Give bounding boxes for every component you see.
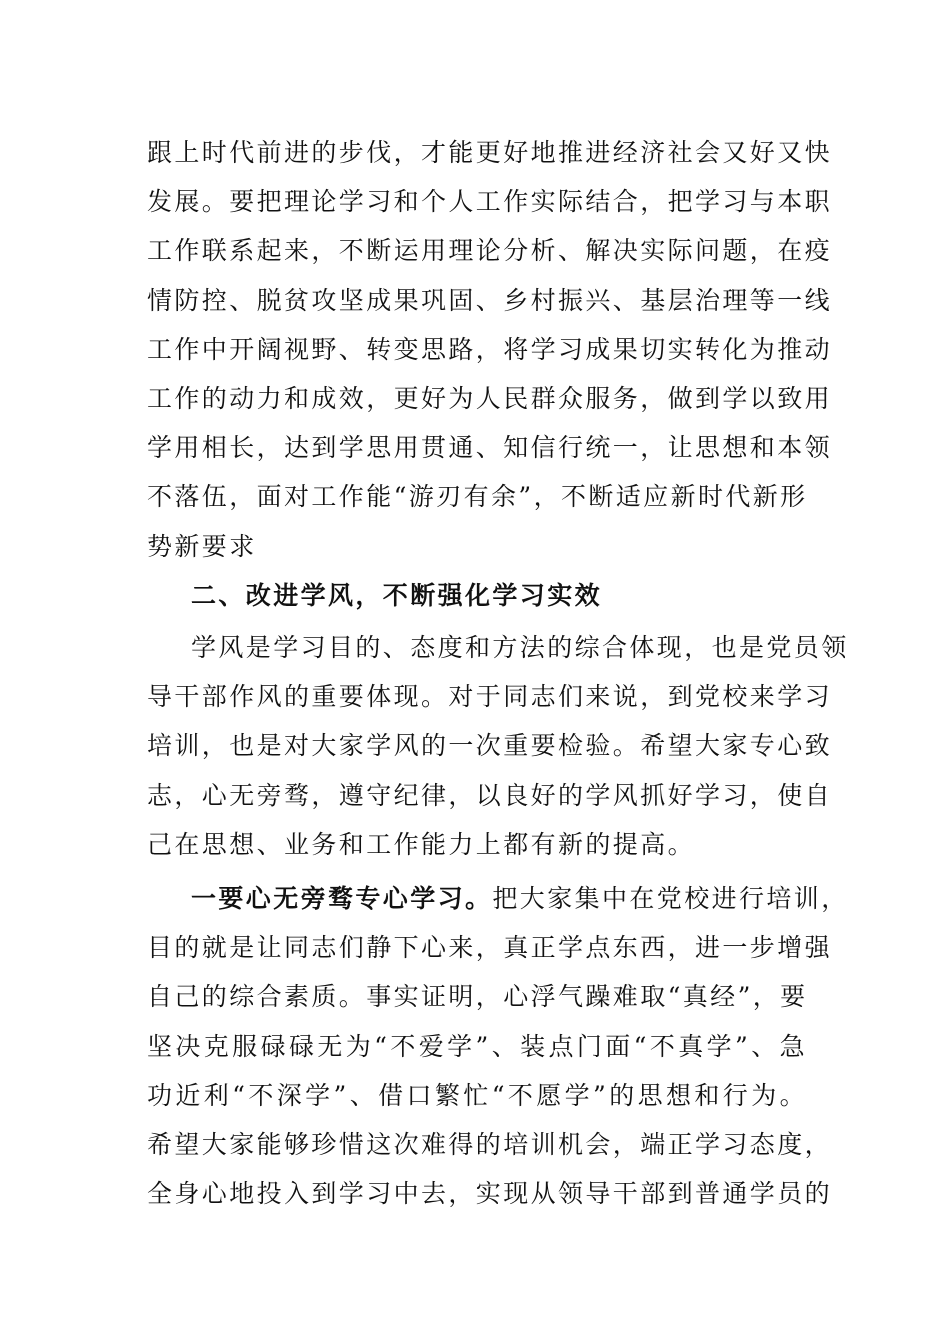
- paragraph-study-style: [147, 623, 849, 869]
- text-line: 目的就是让同志们静下心来，真正学点东西，进一步增强: [147, 933, 833, 963]
- text-line: 工作的动力和成效，更好为人民群众服务，做到学以致用: [147, 383, 833, 413]
- text-line: 坚决克服碌碌无为“不爱学”、装点门面“不真学”、急: [147, 1031, 807, 1061]
- text-line: 情防控、脱贫攻坚成果巩固、乡村振兴、基层治理等一线: [147, 285, 833, 315]
- text-line: 志，心无旁骛，遵守纪律，以良好的学风抓好学习，使自: [147, 780, 833, 810]
- text-line: 自己的综合素质。事实证明，心浮气躁难取“真经”，要: [147, 982, 808, 1012]
- text-line: 导干部作风的重要体现。对于同志们来说，到党校来学习: [147, 682, 833, 712]
- text-line: 希望大家能够珍惜这次难得的培训机会，端正学习态度，: [147, 1129, 833, 1159]
- section-heading: 二、改进学风，不断强化学习实效: [191, 581, 603, 610]
- text-line: 发展。要把理论学习和个人工作实际结合，把学习与本职: [147, 187, 833, 217]
- section-heading-block: [147, 571, 807, 620]
- text-line: 功近利“不深学”、借口繁忙“不愿学”的思想和行为。: [147, 1080, 807, 1110]
- text-line: 己在思想、业务和工作能力上都有新的提高。: [147, 829, 696, 859]
- text-line: 学用相长，达到学思用贯通、知信行统一，让思想和本领: [147, 433, 833, 463]
- text-line: 工作中开阔视野、转变思路，将学习成果切实转化为推动: [147, 334, 833, 364]
- text-line: 全身心地投入到学习中去，实现从领导干部到普通学员的: [147, 1179, 833, 1209]
- text-line: [147, 874, 849, 923]
- text-line: 势新要求: [147, 531, 257, 561]
- text-line: 培训，也是对大家学风的一次重要检验。希望大家专心致: [147, 731, 833, 761]
- text-line: 学风是学习目的、态度和方法的综合体现，也是党员领: [191, 633, 849, 662]
- text-line: 跟上时代前进的步伐，才能更好地推进经济社会又好又快: [147, 138, 833, 167]
- text-run: 把大家集中在党校进行培训，: [492, 884, 849, 913]
- paragraph-focus-study: [147, 874, 849, 1218]
- paragraph-continuation: [147, 128, 833, 571]
- text-line: 工作联系起来，不断运用理论分析、解决实际问题，在疫: [147, 236, 833, 266]
- text-line: 不落伍，面对工作能“游刃有余”，不断适应新时代新形: [147, 482, 808, 512]
- bold-lead-phrase: 一要心无旁骛专心学习。: [191, 884, 493, 913]
